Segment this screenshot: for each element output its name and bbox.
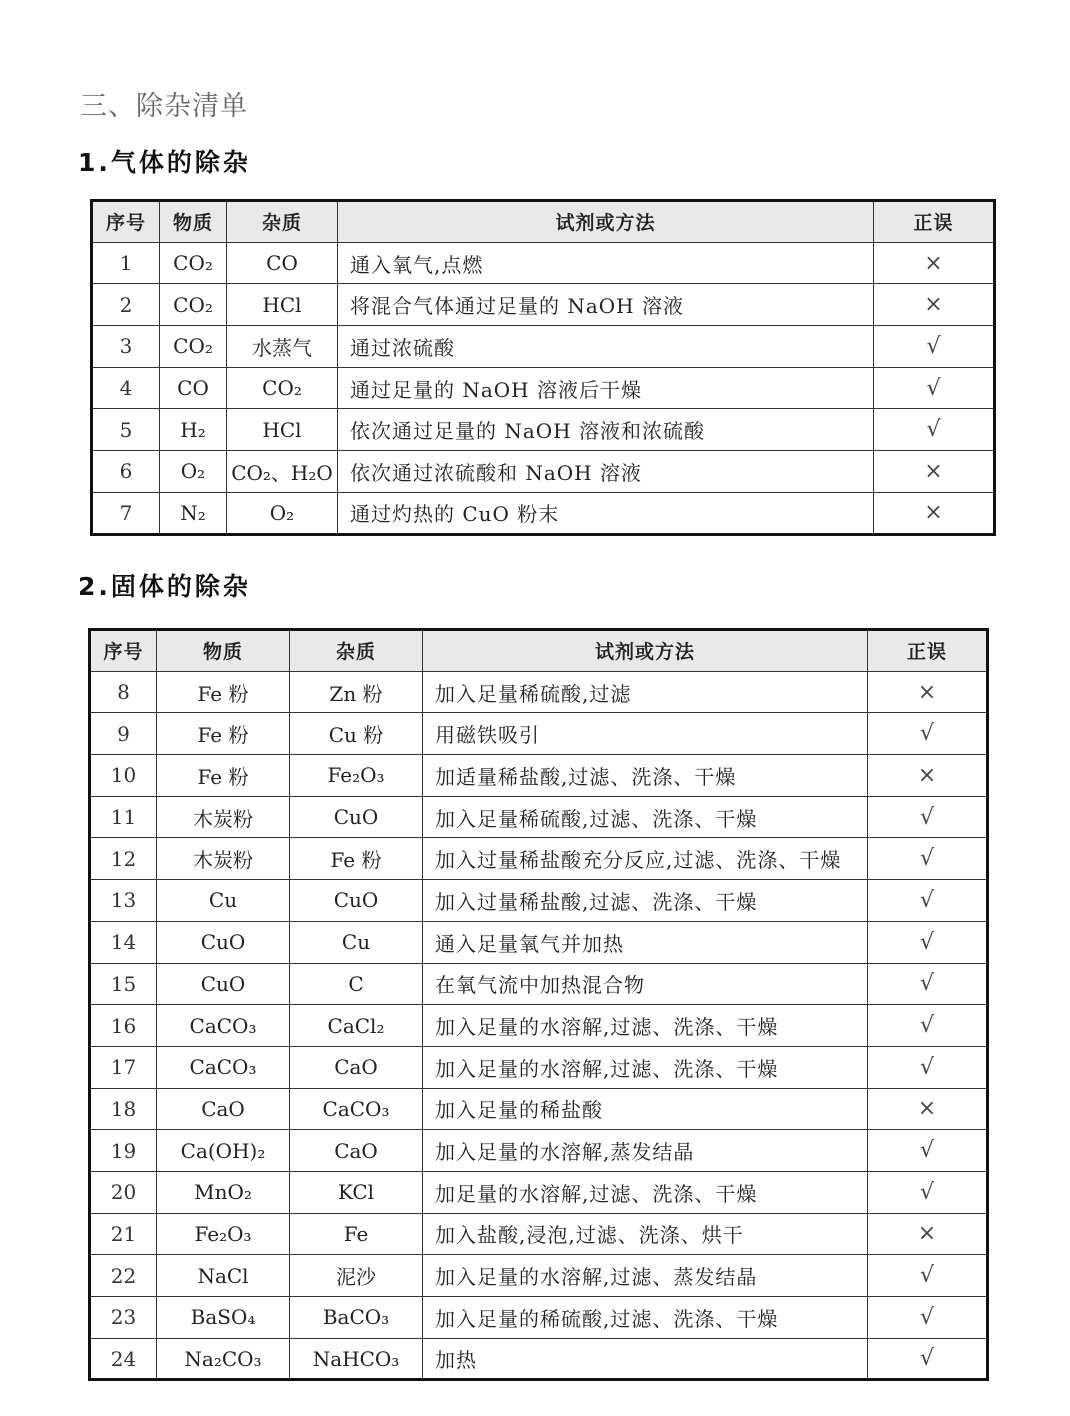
cell-correctness: × xyxy=(868,755,988,797)
cell-index: 19 xyxy=(90,1130,157,1172)
cell-correctness: √ xyxy=(868,1046,988,1088)
cell-impurity: CuO xyxy=(290,880,423,922)
cell-method: 加入足量的水溶解,过滤、洗涤、干燥 xyxy=(423,1005,868,1047)
cell-impurity: BaCO₃ xyxy=(290,1297,423,1339)
cell-correctness: × xyxy=(874,242,995,284)
cell-correctness: × xyxy=(874,492,995,534)
cell-index: 6 xyxy=(92,451,160,493)
cell-index: 12 xyxy=(90,838,157,880)
table-row xyxy=(90,713,988,755)
gas-impurity-table xyxy=(90,199,996,536)
table-row xyxy=(90,1005,988,1047)
cell-method: 通过灼热的 CuO 粉末 xyxy=(338,492,874,534)
cell-correctness: × xyxy=(874,284,995,326)
header-index: 序号 xyxy=(92,201,160,243)
cell-impurity: Fe 粉 xyxy=(290,838,423,880)
cell-impurity: CuO xyxy=(290,796,423,838)
cell-impurity: CO₂ xyxy=(227,367,338,409)
table-row xyxy=(92,284,995,326)
cell-substance: CO₂ xyxy=(160,242,227,284)
cell-index: 4 xyxy=(92,367,160,409)
cell-correctness: √ xyxy=(868,1255,988,1297)
cell-index: 21 xyxy=(90,1213,157,1255)
table-row xyxy=(90,1297,988,1339)
table-row xyxy=(90,963,988,1005)
cell-method: 通入氧气,点燃 xyxy=(338,242,874,284)
table-row xyxy=(92,326,995,368)
table-row xyxy=(90,1255,988,1297)
table-header-row xyxy=(92,201,995,243)
cell-method: 加入过量稀盐酸,过滤、洗涤、干燥 xyxy=(423,880,868,922)
cell-index: 10 xyxy=(90,755,157,797)
cell-method: 加入足量的水溶解,过滤、洗涤、干燥 xyxy=(423,1046,868,1088)
table-row xyxy=(92,492,995,534)
cell-method: 通入足量氧气并加热 xyxy=(423,921,868,963)
header-impurity: 杂质 xyxy=(227,201,338,243)
cell-correctness: √ xyxy=(868,1297,988,1339)
cell-substance: Fe 粉 xyxy=(157,671,290,713)
cell-substance: CaO xyxy=(157,1088,290,1130)
cell-index: 7 xyxy=(92,492,160,534)
cell-method: 用磁铁吸引 xyxy=(423,713,868,755)
cell-index: 22 xyxy=(90,1255,157,1297)
table-row xyxy=(90,796,988,838)
cell-method: 加入足量稀硫酸,过滤、洗涤、干燥 xyxy=(423,796,868,838)
cell-method: 加入足量的水溶解,蒸发结晶 xyxy=(423,1130,868,1172)
header-method: 试剂或方法 xyxy=(423,630,868,672)
cell-method: 加入足量稀硫酸,过滤 xyxy=(423,671,868,713)
header-substance: 物质 xyxy=(157,630,290,672)
cell-index: 14 xyxy=(90,921,157,963)
cell-impurity: KCl xyxy=(290,1171,423,1213)
table-row xyxy=(92,367,995,409)
cell-substance: H₂ xyxy=(160,409,227,451)
cell-method: 依次通过足量的 NaOH 溶液和浓硫酸 xyxy=(338,409,874,451)
cell-impurity: CO₂、H₂O xyxy=(227,451,338,493)
cell-impurity: Cu xyxy=(290,921,423,963)
table-row xyxy=(90,921,988,963)
cell-method: 加适量稀盐酸,过滤、洗涤、干燥 xyxy=(423,755,868,797)
cell-impurity: HCl xyxy=(227,284,338,326)
cell-correctness: √ xyxy=(868,1130,988,1172)
cell-substance: NaCl xyxy=(157,1255,290,1297)
cell-impurity: Cu 粉 xyxy=(290,713,423,755)
cell-method: 通过足量的 NaOH 溶液后干燥 xyxy=(338,367,874,409)
cell-impurity: CaO xyxy=(290,1130,423,1172)
header-substance: 物质 xyxy=(160,201,227,243)
cell-impurity: NaHCO₃ xyxy=(290,1338,423,1380)
cell-substance: Na₂CO₃ xyxy=(157,1338,290,1380)
table-row xyxy=(90,1338,988,1380)
cell-index: 16 xyxy=(90,1005,157,1047)
header-correctness: 正误 xyxy=(868,630,988,672)
cell-method: 在氧气流中加热混合物 xyxy=(423,963,868,1005)
cell-correctness: √ xyxy=(868,838,988,880)
cell-correctness: × xyxy=(868,1213,988,1255)
cell-correctness: × xyxy=(868,1088,988,1130)
cell-substance: CO xyxy=(160,367,227,409)
cell-substance: Cu xyxy=(157,880,290,922)
cell-method: 加入盐酸,浸泡,过滤、洗涤、烘干 xyxy=(423,1213,868,1255)
table-row xyxy=(90,838,988,880)
header-method: 试剂或方法 xyxy=(338,201,874,243)
cell-substance: O₂ xyxy=(160,451,227,493)
cell-impurity: CaCl₂ xyxy=(290,1005,423,1047)
cell-index: 13 xyxy=(90,880,157,922)
cell-substance: MnO₂ xyxy=(157,1171,290,1213)
cell-substance: CO₂ xyxy=(160,326,227,368)
cell-impurity: C xyxy=(290,963,423,1005)
cell-impurity: CO xyxy=(227,242,338,284)
cell-substance: 木炭粉 xyxy=(157,796,290,838)
table-row xyxy=(90,671,988,713)
table-row xyxy=(92,409,995,451)
cell-correctness: × xyxy=(868,671,988,713)
cell-method: 依次通过浓硫酸和 NaOH 溶液 xyxy=(338,451,874,493)
cell-method: 将混合气体通过足量的 NaOH 溶液 xyxy=(338,284,874,326)
cell-correctness: √ xyxy=(874,326,995,368)
cell-correctness: √ xyxy=(868,1005,988,1047)
table-row xyxy=(90,1213,988,1255)
table-row xyxy=(92,242,995,284)
cell-substance: CuO xyxy=(157,921,290,963)
cell-impurity: CaO xyxy=(290,1046,423,1088)
cell-index: 15 xyxy=(90,963,157,1005)
cell-index: 17 xyxy=(90,1046,157,1088)
cell-correctness: √ xyxy=(868,796,988,838)
cell-method: 加入过量稀盐酸充分反应,过滤、洗涤、干燥 xyxy=(423,838,868,880)
solid-section-title: 2.固体的除杂 xyxy=(78,572,251,601)
cell-impurity: CaCO₃ xyxy=(290,1088,423,1130)
cell-method: 加入足量的稀盐酸 xyxy=(423,1088,868,1130)
cell-impurity: 泥沙 xyxy=(290,1255,423,1297)
cell-correctness: × xyxy=(874,451,995,493)
cell-correctness: √ xyxy=(874,409,995,451)
cell-index: 2 xyxy=(92,284,160,326)
cell-impurity: Zn 粉 xyxy=(290,671,423,713)
cell-impurity: 水蒸气 xyxy=(227,326,338,368)
cell-impurity: Fe₂O₃ xyxy=(290,755,423,797)
cell-correctness: √ xyxy=(868,713,988,755)
table-row xyxy=(90,1130,988,1172)
cell-index: 18 xyxy=(90,1088,157,1130)
gas-section-title: 1.气体的除杂 xyxy=(78,148,251,177)
cell-method: 通过浓硫酸 xyxy=(338,326,874,368)
cell-index: 20 xyxy=(90,1171,157,1213)
cell-index: 3 xyxy=(92,326,160,368)
cell-method: 加足量的水溶解,过滤、洗涤、干燥 xyxy=(423,1171,868,1213)
cell-index: 24 xyxy=(90,1338,157,1380)
cell-index: 5 xyxy=(92,409,160,451)
section-title: 三、除杂清单 xyxy=(80,91,248,122)
table-row xyxy=(90,1171,988,1213)
cell-index: 9 xyxy=(90,713,157,755)
cell-method: 加入足量的稀硫酸,过滤、洗涤、干燥 xyxy=(423,1297,868,1339)
cell-substance: N₂ xyxy=(160,492,227,534)
cell-impurity: HCl xyxy=(227,409,338,451)
cell-substance: Fe₂O₃ xyxy=(157,1213,290,1255)
table-row xyxy=(90,880,988,922)
cell-index: 1 xyxy=(92,242,160,284)
cell-correctness: √ xyxy=(868,1171,988,1213)
cell-impurity: O₂ xyxy=(227,492,338,534)
cell-substance: Ca(OH)₂ xyxy=(157,1130,290,1172)
cell-substance: CuO xyxy=(157,963,290,1005)
cell-substance: CaCO₃ xyxy=(157,1046,290,1088)
table-row xyxy=(90,755,988,797)
cell-index: 23 xyxy=(90,1297,157,1339)
cell-index: 11 xyxy=(90,796,157,838)
cell-impurity: Fe xyxy=(290,1213,423,1255)
header-impurity: 杂质 xyxy=(290,630,423,672)
cell-index: 8 xyxy=(90,671,157,713)
cell-substance: 木炭粉 xyxy=(157,838,290,880)
table-row xyxy=(90,1088,988,1130)
cell-substance: CaCO₃ xyxy=(157,1005,290,1047)
cell-substance: Fe 粉 xyxy=(157,755,290,797)
cell-method: 加入足量的水溶解,过滤、蒸发结晶 xyxy=(423,1255,868,1297)
header-index: 序号 xyxy=(90,630,157,672)
cell-method: 加热 xyxy=(423,1338,868,1380)
table-row xyxy=(90,1046,988,1088)
solid-impurity-table xyxy=(88,628,989,1381)
cell-substance: CO₂ xyxy=(160,284,227,326)
cell-correctness: √ xyxy=(868,880,988,922)
cell-correctness: √ xyxy=(874,367,995,409)
table-row xyxy=(92,451,995,493)
cell-substance: Fe 粉 xyxy=(157,713,290,755)
cell-correctness: √ xyxy=(868,921,988,963)
table-header-row xyxy=(90,630,988,672)
cell-correctness: √ xyxy=(868,1338,988,1380)
cell-substance: BaSO₄ xyxy=(157,1297,290,1339)
cell-correctness: √ xyxy=(868,963,988,1005)
header-correctness: 正误 xyxy=(874,201,995,243)
